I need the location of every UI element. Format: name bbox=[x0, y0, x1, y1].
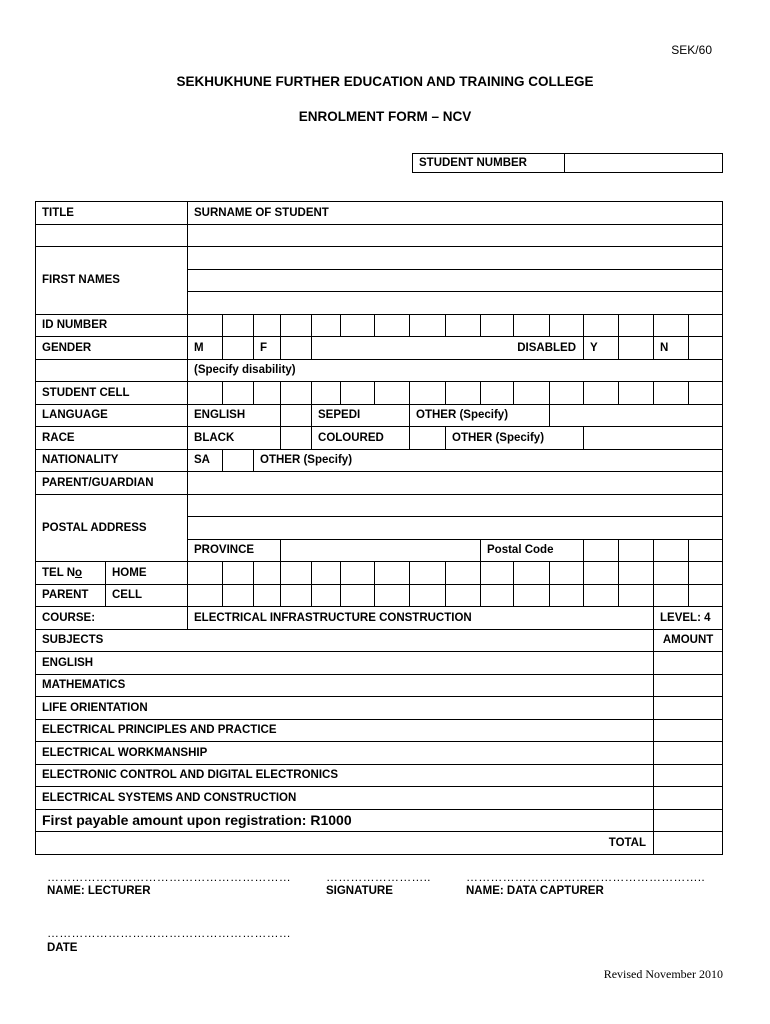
gender-male-box[interactable] bbox=[223, 337, 254, 360]
subject-amount-field[interactable] bbox=[654, 652, 723, 675]
cell-digit-box[interactable] bbox=[514, 382, 550, 405]
data-capturer-signature-line[interactable]: ………………………………………………….. bbox=[466, 870, 705, 884]
date-line[interactable]: …………………………………………………… bbox=[47, 926, 291, 940]
home-tel-digit-box[interactable] bbox=[375, 562, 410, 585]
first-names-label: FIRST NAMES bbox=[36, 247, 188, 315]
parent-cell-digit-box[interactable] bbox=[223, 584, 254, 607]
subject-name: LIFE ORIENTATION bbox=[36, 697, 654, 720]
home-tel-digit-box[interactable] bbox=[689, 562, 723, 585]
table-row bbox=[36, 382, 723, 405]
table-row bbox=[36, 697, 723, 720]
subject-name: ELECTRONIC CONTROL AND DIGITAL ELECTRONICS bbox=[36, 764, 654, 787]
cell-digit-box[interactable] bbox=[584, 382, 619, 405]
disabled-no-box[interactable] bbox=[689, 337, 723, 360]
disabled-yes-label: Y bbox=[584, 337, 619, 360]
race-label: RACE bbox=[36, 427, 188, 450]
id-digit-box[interactable] bbox=[223, 314, 254, 337]
first-names-field-1[interactable] bbox=[188, 247, 723, 270]
table-row bbox=[36, 314, 723, 337]
subject-amount-field[interactable] bbox=[654, 787, 723, 810]
parent-guardian-field[interactable] bbox=[188, 472, 723, 495]
parent-cell-digit-box[interactable] bbox=[281, 584, 312, 607]
home-tel-digit-box[interactable] bbox=[223, 562, 254, 585]
table-row bbox=[36, 764, 723, 787]
parent-cell-digit-box[interactable] bbox=[254, 584, 281, 607]
table-row bbox=[36, 674, 723, 697]
total-amount-field[interactable] bbox=[654, 832, 723, 855]
subject-amount-field[interactable] bbox=[654, 719, 723, 742]
total-label: TOTAL bbox=[36, 832, 654, 855]
cell-digit-box[interactable] bbox=[254, 382, 281, 405]
table-row bbox=[36, 202, 723, 225]
title-label: TITLE bbox=[36, 202, 188, 225]
id-digit-box[interactable] bbox=[514, 314, 550, 337]
id-digit-box[interactable] bbox=[188, 314, 223, 337]
nationality-other-field[interactable]: OTHER (Specify) bbox=[254, 449, 723, 472]
subject-name: ELECTRICAL PRINCIPLES AND PRACTICE bbox=[36, 719, 654, 742]
parent-cell-digit-box[interactable] bbox=[446, 584, 481, 607]
blank-cell bbox=[36, 359, 188, 382]
course-name: ELECTRICAL INFRASTRUCTURE CONSTRUCTION bbox=[188, 607, 654, 630]
gender-female-box[interactable] bbox=[281, 337, 312, 360]
parent-cell-digit-box[interactable] bbox=[341, 584, 375, 607]
specify-disability-field[interactable]: (Specify disability) bbox=[188, 359, 723, 382]
subject-amount-field[interactable] bbox=[654, 697, 723, 720]
home-label: HOME bbox=[106, 562, 188, 585]
disabled-label: DISABLED bbox=[312, 337, 584, 360]
cell-digit-box[interactable] bbox=[375, 382, 410, 405]
race-other-label: OTHER (Specify) bbox=[446, 427, 584, 450]
parent-cell-digit-box[interactable] bbox=[188, 584, 223, 607]
race-black-box[interactable] bbox=[281, 427, 312, 450]
id-number-label: ID NUMBER bbox=[36, 314, 188, 337]
language-other-field[interactable] bbox=[550, 404, 723, 427]
race-coloured-box[interactable] bbox=[410, 427, 446, 450]
table-row bbox=[36, 719, 723, 742]
student-number-box bbox=[412, 153, 723, 173]
table-row bbox=[36, 787, 723, 810]
id-digit-box[interactable] bbox=[341, 314, 375, 337]
surname-label: SURNAME OF STUDENT bbox=[188, 202, 723, 225]
postal-code-box[interactable] bbox=[689, 539, 723, 562]
language-label: LANGUAGE bbox=[36, 404, 188, 427]
gender-male-label: M bbox=[188, 337, 223, 360]
parent-cell-digit-box[interactable] bbox=[550, 584, 584, 607]
table-row bbox=[36, 472, 723, 495]
table-row bbox=[36, 247, 723, 270]
table-row bbox=[36, 832, 723, 855]
home-tel-digit-box[interactable] bbox=[481, 562, 514, 585]
parent-cell-digit-box[interactable] bbox=[312, 584, 341, 607]
table-row bbox=[36, 404, 723, 427]
parent-cell-digit-box[interactable] bbox=[654, 584, 689, 607]
postal-address-line-2[interactable] bbox=[188, 517, 723, 540]
home-tel-digit-box[interactable] bbox=[584, 562, 619, 585]
table-row bbox=[36, 629, 723, 652]
subject-amount-field[interactable] bbox=[654, 764, 723, 787]
postal-address-label: POSTAL ADDRESS bbox=[36, 494, 188, 562]
lecturer-name-label: NAME: LECTURER bbox=[47, 885, 151, 897]
data-capturer-name-label: NAME: DATA CAPTURER bbox=[466, 885, 604, 897]
race-other-field[interactable] bbox=[584, 427, 723, 450]
language-english-box[interactable] bbox=[281, 404, 312, 427]
home-tel-digit-box[interactable] bbox=[550, 562, 584, 585]
parent-cell-digit-box[interactable] bbox=[481, 584, 514, 607]
province-field[interactable] bbox=[281, 539, 481, 562]
language-sepedi-label: SEPEDI bbox=[312, 404, 410, 427]
document-code: SEK/60 bbox=[671, 43, 712, 57]
postal-code-label: Postal Code bbox=[481, 539, 584, 562]
form-title: ENROLMENT FORM – NCV bbox=[298, 109, 472, 124]
parent-cell-digit-box[interactable] bbox=[689, 584, 723, 607]
language-english-label: ENGLISH bbox=[188, 404, 281, 427]
home-tel-digit-box[interactable] bbox=[188, 562, 223, 585]
id-digit-box[interactable] bbox=[375, 314, 410, 337]
id-digit-box[interactable] bbox=[481, 314, 514, 337]
id-digit-box[interactable] bbox=[254, 314, 281, 337]
cell-digit-box[interactable] bbox=[188, 382, 223, 405]
cell-digit-box[interactable] bbox=[410, 382, 446, 405]
cell-digit-box[interactable] bbox=[341, 382, 375, 405]
signature-label: SIGNATURE bbox=[326, 885, 393, 897]
postal-code-box[interactable] bbox=[619, 539, 654, 562]
table-row bbox=[36, 337, 723, 360]
id-digit-box[interactable] bbox=[281, 314, 312, 337]
race-black-label: BLACK bbox=[188, 427, 281, 450]
id-digit-box[interactable] bbox=[619, 314, 654, 337]
college-name: SEKHUKHUNE FURTHER EDUCATION AND TRAINING COLLEGE bbox=[176, 74, 594, 89]
table-row bbox=[36, 809, 723, 832]
signature-line[interactable]: …………………….. bbox=[326, 870, 431, 884]
subject-name: ELECTRICAL SYSTEMS AND CONSTRUCTION bbox=[36, 787, 654, 810]
id-digit-box[interactable] bbox=[312, 314, 341, 337]
gender-label: GENDER bbox=[36, 337, 188, 360]
table-row bbox=[36, 584, 723, 607]
home-tel-digit-box[interactable] bbox=[654, 562, 689, 585]
province-label: PROVINCE bbox=[188, 539, 281, 562]
home-tel-digit-box[interactable] bbox=[341, 562, 375, 585]
id-digit-box[interactable] bbox=[689, 314, 723, 337]
table-row bbox=[36, 742, 723, 765]
id-digit-box[interactable] bbox=[446, 314, 481, 337]
enrolment-table bbox=[35, 201, 723, 855]
first-names-field-3[interactable] bbox=[188, 292, 723, 315]
parent-cell-digit-box[interactable] bbox=[410, 584, 446, 607]
revision-note: Revised November 2010 bbox=[603, 967, 723, 981]
home-tel-digit-box[interactable] bbox=[619, 562, 654, 585]
nationality-sa-box[interactable] bbox=[223, 449, 254, 472]
gender-female-label: F bbox=[254, 337, 281, 360]
subject-amount-field[interactable] bbox=[654, 674, 723, 697]
student-number-label: STUDENT NUMBER bbox=[413, 154, 565, 173]
first-payable-amount-field[interactable] bbox=[654, 809, 723, 832]
subject-amount-field[interactable] bbox=[654, 742, 723, 765]
cell-digit-box[interactable] bbox=[619, 382, 654, 405]
cell-digit-box[interactable] bbox=[481, 382, 514, 405]
cell-digit-box[interactable] bbox=[312, 382, 341, 405]
cell-digit-box[interactable] bbox=[550, 382, 584, 405]
table-row bbox=[36, 359, 723, 382]
table-row bbox=[36, 607, 723, 630]
table-row bbox=[36, 652, 723, 675]
subject-name: ENGLISH bbox=[36, 652, 654, 675]
table-row bbox=[36, 562, 723, 585]
table-row bbox=[36, 449, 723, 472]
nationality-label: NATIONALITY bbox=[36, 449, 188, 472]
surname-field[interactable] bbox=[188, 224, 723, 247]
id-digit-box[interactable] bbox=[410, 314, 446, 337]
title-field[interactable] bbox=[36, 224, 188, 247]
course-label: COURSE: bbox=[36, 607, 188, 630]
postal-code-box[interactable] bbox=[584, 539, 619, 562]
home-tel-digit-box[interactable] bbox=[281, 562, 312, 585]
first-names-field-2[interactable] bbox=[188, 269, 723, 292]
subjects-header: SUBJECTS bbox=[36, 629, 654, 652]
amount-header: AMOUNT bbox=[654, 629, 723, 652]
home-tel-digit-box[interactable] bbox=[312, 562, 341, 585]
nationality-sa-label: SA bbox=[188, 449, 223, 472]
cell-digit-box[interactable] bbox=[446, 382, 481, 405]
parent-cell-label: CELL bbox=[106, 584, 188, 607]
cell-digit-box[interactable] bbox=[281, 382, 312, 405]
cell-digit-box[interactable] bbox=[654, 382, 689, 405]
first-payable-note: First payable amount upon registration: R1000 bbox=[36, 809, 654, 832]
table-row bbox=[36, 427, 723, 450]
tel-no-label: TEL No bbox=[36, 562, 106, 585]
cell-digit-box[interactable] bbox=[689, 382, 723, 405]
subject-name: MATHEMATICS bbox=[36, 674, 654, 697]
home-tel-digit-box[interactable] bbox=[254, 562, 281, 585]
home-tel-digit-box[interactable] bbox=[446, 562, 481, 585]
home-tel-digit-box[interactable] bbox=[514, 562, 550, 585]
disabled-yes-box[interactable] bbox=[619, 337, 654, 360]
id-digit-box[interactable] bbox=[654, 314, 689, 337]
subject-name: ELECTRICAL WORKMANSHIP bbox=[36, 742, 654, 765]
student-cell-label: STUDENT CELL bbox=[36, 382, 188, 405]
postal-code-box[interactable] bbox=[654, 539, 689, 562]
table-row bbox=[36, 494, 723, 517]
course-level: LEVEL: 4 bbox=[654, 607, 723, 630]
student-number-field[interactable] bbox=[565, 154, 723, 173]
cell-digit-box[interactable] bbox=[223, 382, 254, 405]
disabled-no-label: N bbox=[654, 337, 689, 360]
date-label: DATE bbox=[47, 942, 78, 954]
home-tel-digit-box[interactable] bbox=[410, 562, 446, 585]
lecturer-signature-line[interactable]: …………………………………………………… bbox=[47, 870, 291, 884]
parent-cell-digit-box[interactable] bbox=[619, 584, 654, 607]
postal-address-line-1[interactable] bbox=[188, 494, 723, 517]
parent-cell-digit-box[interactable] bbox=[584, 584, 619, 607]
id-digit-box[interactable] bbox=[584, 314, 619, 337]
id-digit-box[interactable] bbox=[550, 314, 584, 337]
parent-label: PARENT bbox=[36, 584, 106, 607]
table-row bbox=[36, 224, 723, 247]
parent-cell-digit-box[interactable] bbox=[375, 584, 410, 607]
language-other-label: OTHER (Specify) bbox=[410, 404, 550, 427]
parent-cell-digit-box[interactable] bbox=[514, 584, 550, 607]
parent-guardian-label: PARENT/GUARDIAN bbox=[36, 472, 188, 495]
race-coloured-label: COLOURED bbox=[312, 427, 410, 450]
